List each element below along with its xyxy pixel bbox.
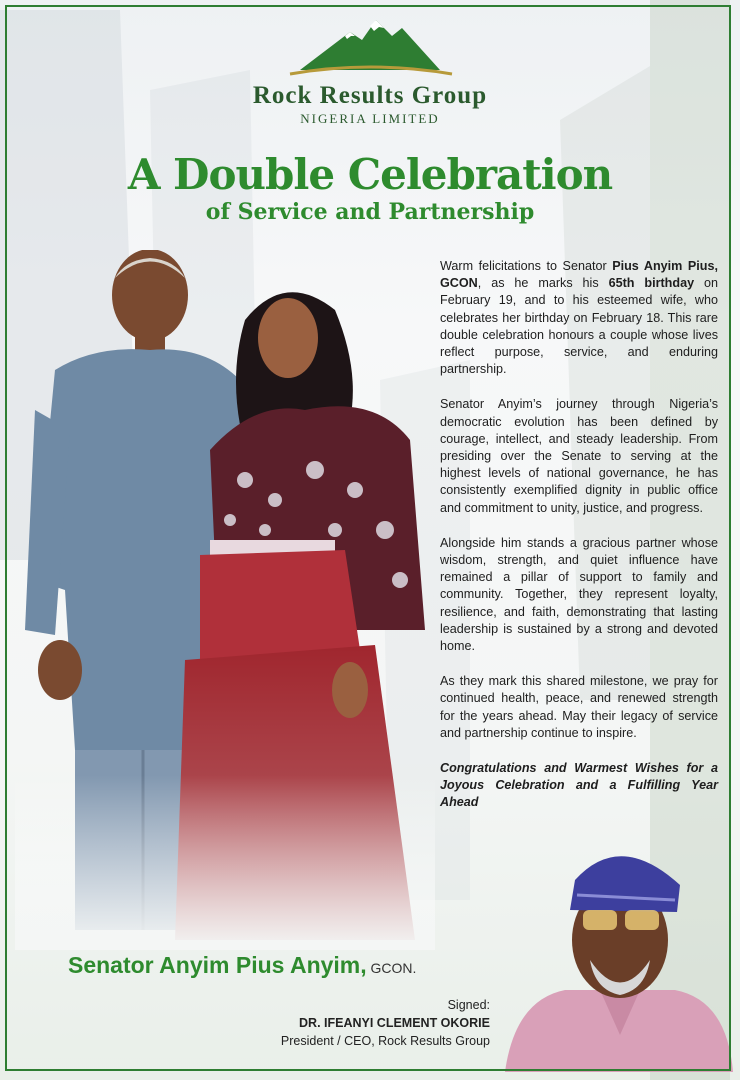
- subheadline: of Service and Partnership: [205, 199, 535, 225]
- signature-block: [260, 996, 490, 1050]
- brand-name: Rock Results Group: [252, 82, 488, 109]
- photo-caption: [68, 952, 416, 979]
- signed-label: Signed:: [447, 998, 490, 1012]
- mountain-logo-icon: [280, 14, 460, 76]
- caption-name: Senator Anyim Pius Anyim,: [68, 952, 367, 978]
- couple-photo: [15, 250, 435, 950]
- brand-subtitle: NIGERIA LIMITED: [300, 111, 440, 126]
- brand-block: [0, 14, 740, 127]
- paragraph-3: Alongside him stands a gracious partner whose wisdom, strength, and quiet influence have remained a pillar of support to family and community. Together, they represent loyalty, resilience, and faith, demonstrating that lasting leadership is sustained by a strong and devoted home.: [440, 535, 718, 654]
- headline: A Double Celebration: [127, 150, 613, 199]
- paragraph-1: Warm felicitations to Senator Pius Anyim Pius, GCON, as he marks his 65th birthday on February 19, and to his esteemed wife, who celebrates her birthday on February 18. This rare double celebration honours a couple whose lives reflect purpose, service, and enduring partnership.: [440, 259, 719, 377]
- signer-role: President / CEO, Rock Results Group: [280, 1034, 490, 1048]
- paragraph-2: Senator Anyim’s journey through Nigeria’s democratic evolution has been defined by courage, intellect, and steady leadership. From presiding over the Senate to serving at the highest levels of national governance, he has consistently exemplified dignity in public office and commitment to unity, justice, and progress.: [440, 397, 718, 515]
- body-text: [440, 258, 718, 830]
- birthday-highlight: 65th birthday: [608, 276, 695, 291]
- caption-title: GCON.: [366, 960, 417, 976]
- honoree-name: Pius Anyim Pius, GCON: [440, 259, 719, 291]
- closing-wishes: Congratulations and Warmest Wishes for a Joyous Celebration and a Fulfilling Year Ahead: [440, 761, 718, 810]
- ceo-photo: [505, 830, 733, 1072]
- signer-name: DR. IFEANYI CLEMENT OKORIE: [299, 1016, 490, 1030]
- paragraph-4: As they mark this shared milestone, we pray for continued health, peace, and renewed strength for the years ahead. May their legacy of service and partnership continue to inspire.: [440, 674, 718, 740]
